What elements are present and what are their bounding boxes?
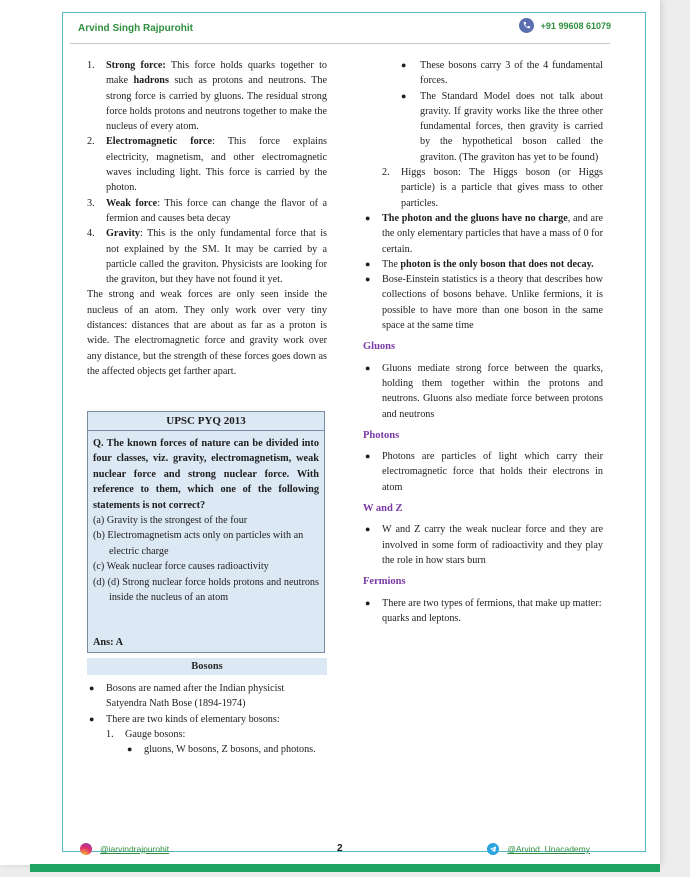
pyq-option: (b) Electromagnetism acts only on particles with an electric charge bbox=[93, 530, 304, 557]
bullet: ● bbox=[365, 258, 371, 269]
bullet: ● bbox=[401, 60, 407, 70]
pyq-box bbox=[87, 411, 325, 653]
bosons-heading: Bosons bbox=[87, 658, 327, 675]
list-item: ● Gluons mediate strong force between the quarks, holding them together within the protons and neutrons. Gluons also mediate force between protons and neutrons bbox=[365, 362, 603, 420]
force-item-strong bbox=[87, 58, 327, 134]
bullet: ● bbox=[365, 274, 371, 285]
pyq-option: (a) Gravity is the strongest of the four bbox=[93, 515, 248, 527]
right-column bbox=[363, 58, 603, 626]
telegram-icon bbox=[487, 843, 499, 855]
list-number: 3. bbox=[87, 197, 95, 209]
forces-paragraph: The strong and weak forces are only seen inside the nucleus of an atom. They only work over very tiny distances: distances that are about as far as a proton is wide. The electromagnetic force and gravity work over any distance, but the strength of these forces goes down as the affected objects get farther apart. bbox=[87, 289, 327, 377]
bullet: ● bbox=[365, 362, 371, 373]
force-title: Weak force bbox=[106, 197, 158, 209]
list-number: 4. bbox=[87, 228, 95, 240]
pyq-question: Q. The known forces of nature can be divided into four classes, viz. gravity, electromagnetism, weak nuclear force and strong nuclear force. With reference to them, which one of the following statements is not correct? bbox=[93, 438, 319, 511]
force-item-gravity bbox=[87, 226, 327, 287]
list-item: ● gluons, W bosons, Z bosons, and photons. bbox=[87, 742, 327, 757]
header-divider bbox=[70, 43, 610, 44]
instagram-icon bbox=[80, 843, 92, 855]
bullet: ● bbox=[365, 451, 371, 462]
bullet: ● bbox=[365, 597, 371, 608]
force-text: : This is the only fundamental force that is not explained by the SM. It may be carried by a particle called the graviton. Physicists are looking for the graviton, but they have not found it yet. bbox=[106, 228, 327, 286]
force-text: This force holds quarks together to make bbox=[106, 60, 327, 87]
telegram-handle[interactable]: @Arvind_Unacademy bbox=[507, 844, 590, 854]
force-bold-term: hadrons bbox=[133, 75, 169, 87]
force-title: Gravity bbox=[106, 228, 140, 240]
force-title: Electromagnetic force bbox=[106, 136, 213, 148]
list-item: ● Bose-Einstein statistics is a theory that describes how collections of bosons behave. Unlike fermions, it is possible to have more than one boson in the same space at the same time bbox=[365, 274, 603, 332]
force-item-weak bbox=[87, 196, 327, 227]
section-heading-gluons: Gluons bbox=[363, 341, 396, 353]
pyq-option: (c) Weak nuclear force causes radioactivity bbox=[93, 561, 269, 573]
list-item: ● Photons are particles of light which carry their electromagnetic force that holds their electrons in atom bbox=[365, 451, 603, 493]
footer-instagram[interactable] bbox=[80, 843, 169, 855]
pyq-option: (d) (d) Strong nuclear force holds protons and neutrons inside the nucleus of an atom bbox=[93, 576, 319, 604]
bullet: ● bbox=[365, 212, 371, 223]
bullet: ● bbox=[401, 90, 407, 101]
list-item: ● W and Z carry the weak nuclear force and they are involved in some form of radioactivity and they play the role in how stars burn bbox=[365, 524, 603, 566]
list-number: 2. bbox=[87, 136, 95, 148]
force-text: : This force explains electricity, magnetism, and other electromagnetic waves including light. This force is carried by the photon. bbox=[106, 136, 328, 194]
section-heading-photons: Photons bbox=[363, 429, 400, 441]
bosons-list bbox=[87, 681, 327, 757]
section-heading-fermions: Fermions bbox=[363, 576, 406, 588]
higgs-item: 2. Higgs boson: The Higgs boson (or Higgs particle) is a particle that gives mass to other particles. bbox=[382, 167, 603, 209]
bullet: ● bbox=[89, 713, 95, 724]
list-item: ● These bosons carry 3 of the 4 fundamental forces. bbox=[401, 60, 603, 87]
force-text: such as protons and neutrons. The strong force is carried by gluons. The residual strong force holds protons and neutrons together to make the nucleus of every atom. bbox=[106, 75, 328, 133]
phone-contact bbox=[519, 18, 611, 33]
force-text: : This force can change the flavor of a fermion and causes beta decay bbox=[106, 197, 327, 224]
bullet: ● bbox=[89, 683, 95, 693]
page-number: 2 bbox=[337, 843, 343, 854]
list-item: ● The Standard Model does not talk about gravity. If gravity works like the three other fundamental forces, then gravity is carried by the hypothetical boson called the graviton. (The graviton has yet to be found) bbox=[401, 90, 603, 163]
bullet: ● bbox=[365, 524, 371, 535]
bottom-accent-bar bbox=[30, 864, 660, 872]
bullet: ● bbox=[127, 744, 133, 755]
phone-number: +91 99608 61079 bbox=[540, 20, 611, 31]
list-item: ● The photon is the only boson that does not decay. bbox=[363, 257, 603, 272]
pyq-answer: Ans: A bbox=[93, 637, 124, 648]
left-column bbox=[87, 58, 327, 379]
author-name: Arvind Singh Rajpurohit bbox=[78, 23, 193, 34]
pyq-heading: UPSC PYQ 2013 bbox=[88, 412, 324, 431]
footer-telegram[interactable] bbox=[487, 843, 590, 855]
list-item: ● Bosons are named after the Indian physicist Satyendra Nath Bose (1894-1974) bbox=[89, 683, 285, 710]
force-item-electromagnetic bbox=[87, 134, 327, 195]
list-item: ● There are two kinds of elementary bosons: bbox=[87, 712, 327, 727]
section-heading-w-and-z: W and Z bbox=[363, 503, 403, 515]
list-number: 1. bbox=[87, 60, 95, 71]
list-item: ● There are two types of fermions, that make up matter: quarks and leptons. bbox=[365, 597, 602, 624]
gauge-bosons-item: 1. Gauge bosons: bbox=[106, 728, 186, 740]
force-title: Strong force: bbox=[106, 60, 166, 71]
phone-icon bbox=[519, 18, 534, 33]
list-item: ● The photon and the gluons have no charge, and are the only elementary particles that have a mass of 0 for certain. bbox=[365, 212, 603, 255]
instagram-handle[interactable]: @iarvindrajpurohit bbox=[100, 844, 170, 854]
